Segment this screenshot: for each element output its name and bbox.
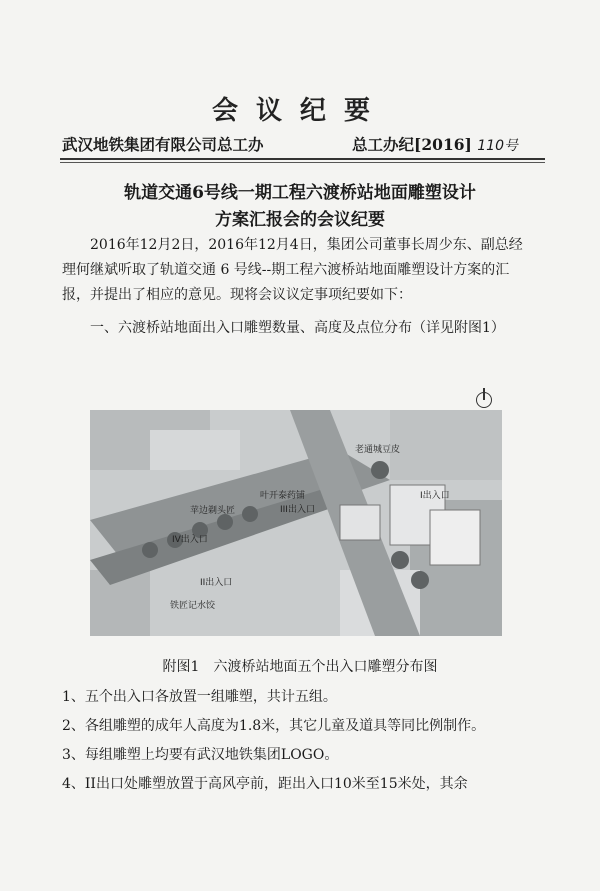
list-item: 4、II出口处雕塑放置于高风亭前，距出入口10米至15米处，其余 [62,776,468,792]
section-1-heading: 一、六渡桥站地面出入口雕塑数量、高度及点位分布（详见附图1） [90,320,505,336]
north-arrow-icon [476,392,492,408]
document-number-prefix: 总工办纪[2016] [352,135,472,154]
list-item: 1、五个出入口各放置一组雕塑，共计五组。 [62,689,337,705]
label-b: 叶开泰药铺 [260,491,306,501]
label-d: III出入口 [280,505,315,515]
issuer-name: 武汉地铁集团有限公司总工办 [62,135,264,154]
label-e: IV出入口 [172,535,208,545]
label-h: I出入口 [420,491,450,501]
header-rule-thin [60,162,545,163]
label-a: 老通城豆皮 [355,445,401,455]
figure-caption: 附图1 六渡桥站地面五个出入口雕塑分布图 [162,659,438,675]
document-title: 会议纪要 [211,96,388,126]
site-plan-figure [90,410,502,636]
heading-line-1: 轨道交通6号线一期工程六渡桥站地面雕塑设计 [124,183,476,203]
label-c: 苹边剃头匠 [190,506,236,516]
document-number [352,133,518,155]
list-item: 2、各组雕塑的成年人高度为1.8米，其它儿童及道具等同比例制作。 [62,718,486,734]
label-f: II出入口 [200,578,233,588]
document-number-handwritten: 110号 [477,138,518,154]
site-plan-image [90,410,502,636]
heading-line-2: 方案汇报会的会议纪要 [215,210,385,230]
list-item: 3、每组雕塑上均要有武汉地铁集团LOGO。 [62,747,339,763]
intro-paragraph: 2016年12月2日，2016年12月4日，集团公司董事长周少东、副总经理何继斌听取了轨道交通 6 号线--期工程六渡桥站地面雕塑设计方案的汇报，并提出了相应的意见。现将会议议定事项纪要如下： [62,237,523,303]
header-rule [60,158,545,160]
label-g: 铁匠记水饺 [170,601,216,611]
